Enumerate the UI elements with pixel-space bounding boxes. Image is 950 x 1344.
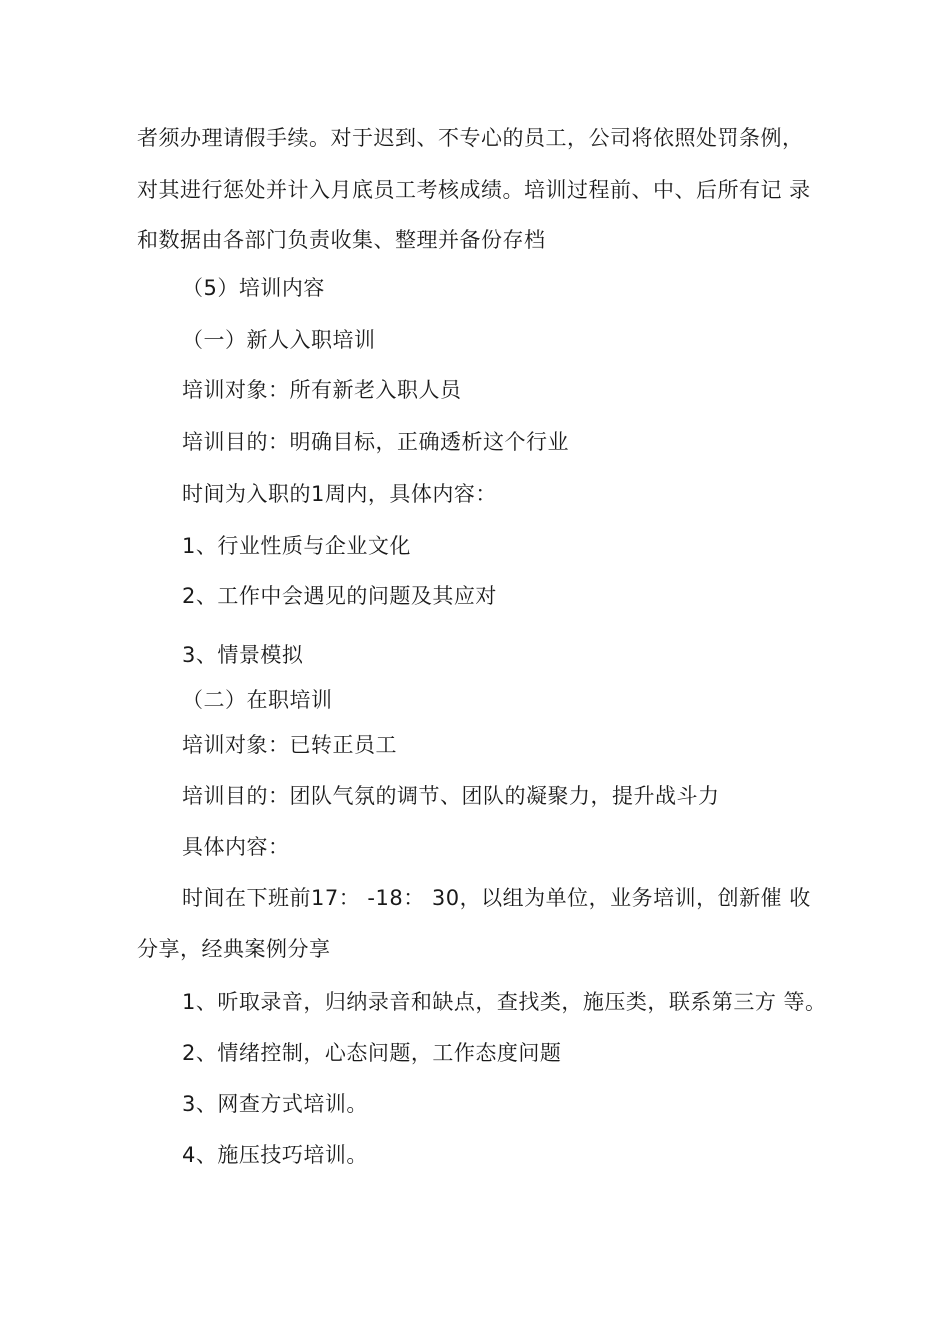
text-line: 者须办理请假手续。对于迟到、不专心的员工，公司将依照处罚条例， <box>137 126 804 150</box>
list-item: 2、情绪控制，心态问题，工作态度问题 <box>182 1041 562 1065</box>
text-line: 具体内容： <box>182 835 290 859</box>
subsection-heading: （二）在职培训 <box>182 688 333 712</box>
text-line: 和数据由各部门负责收集、整理并备份存档 <box>137 228 546 252</box>
text-line: 培训对象：已转正员工 <box>182 733 397 757</box>
subsection-heading: （一）新人入职培训 <box>182 328 376 352</box>
list-item: 2、工作中会遇见的问题及其应对 <box>182 584 497 608</box>
list-item: 4、施压技巧培训。 <box>182 1143 368 1167</box>
text-line: 时间在下班前17： -18： 30，以组为单位，业务培训，创新催 收 <box>182 886 811 910</box>
list-item: 3、网查方式培训。 <box>182 1092 368 1116</box>
text-line: 培训目的：团队气氛的调节、团队的凝聚力，提升战斗力 <box>182 784 720 808</box>
list-item: 1、听取录音，归纳录音和缺点，查找类，施压类，联系第三方 等。 <box>182 990 827 1014</box>
text-line: 对其进行惩处并计入月底员工考核成绩。培训过程前、中、后所有记 录 <box>137 178 811 202</box>
text-line: 分享，经典案例分享 <box>137 937 331 961</box>
text-line: 时间为入职的1周内，具体内容： <box>182 482 497 506</box>
text-line: 培训对象：所有新老入职人员 <box>182 378 462 402</box>
list-item: 3、情景模拟 <box>182 643 304 667</box>
list-item: 1、行业性质与企业文化 <box>182 534 411 558</box>
text-line: 培训目的：明确目标，正确透析这个行业 <box>182 430 569 454</box>
section-heading: （5）培训内容 <box>182 276 325 300</box>
